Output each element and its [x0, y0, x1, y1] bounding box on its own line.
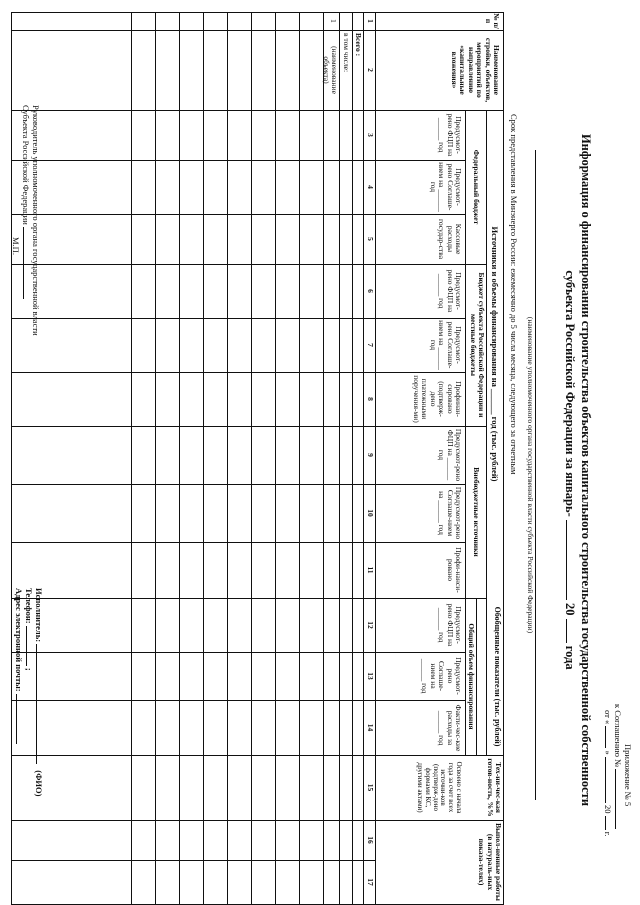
appendix-line1: Приложение № 5	[623, 744, 633, 807]
head-title-line2	[20, 105, 30, 435]
email-line	[14, 588, 24, 888]
appendix-line3	[603, 692, 613, 892]
head-signature-blank	[23, 227, 24, 299]
document-title	[562, 60, 594, 880]
phone-line	[23, 588, 33, 888]
col-number-11: 11	[366, 566, 375, 574]
row-item-number: 1	[329, 19, 338, 23]
appendix-line2	[612, 692, 622, 892]
header-total-financing: Общий объем финансирования	[467, 623, 476, 730]
row-item-name: (наименование объекта)	[321, 46, 339, 94]
appendix-block	[603, 692, 632, 892]
header-col4: Предусмот-рено Соглаше-нием на ______ год	[428, 162, 463, 212]
date-year-suffix: г.	[603, 831, 614, 837]
header-summary-indicators: Обобщенные показатели (тыс. рублей)	[493, 606, 502, 747]
header-col15: Освоено с начала года за счет всех источни-ков (подтверж-дено формами КС, другими актами)	[415, 761, 463, 814]
header-extrabudgetary: Внебюджетные источники	[472, 467, 481, 557]
title-month-blank	[566, 520, 567, 600]
header-regional-budget: Бюджет субъекта Российской Федерации и местные бюджеты	[468, 272, 486, 418]
col-number-14: 14	[366, 723, 375, 732]
head-signature-block	[11, 105, 40, 435]
col-number-12: 12	[366, 621, 375, 629]
header-col9: Предусмот-рено ФЦП на ______ год	[437, 428, 463, 482]
col-number-7: 7	[366, 343, 375, 347]
deadline-text: Срок представления в Минэнерго России: ежемесячно до 5 числа месяца, следующего за отчетным	[509, 114, 519, 475]
header-col10: Предусмот-рено Соглаше-нием на ______ год	[437, 486, 463, 540]
title-line2	[562, 60, 578, 880]
email-blank	[16, 694, 17, 744]
col-number-1: 1	[366, 19, 375, 23]
header-col7: Предусмот-рено Соглаше-нием на ______ год	[428, 320, 463, 370]
executor-name-blank	[36, 644, 37, 764]
header-col14: Факти-чес-кие расходы за ______ год	[437, 704, 463, 752]
year-blank	[605, 816, 606, 830]
organ-name-line	[535, 150, 536, 800]
header-object-name: Наименование стройки, объектов, мероприятий по направлению «капитальные вложения»	[450, 37, 501, 103]
header-col12: Предусмот-рено ФЦП на ______ год	[437, 603, 463, 647]
phone-blank	[26, 626, 27, 666]
executor-label: Исполнитель:	[34, 588, 44, 643]
col-number-10: 10	[366, 509, 375, 517]
date-close-quote: »	[603, 750, 614, 755]
title-line2-a: субъекта Российской Федерации за январь-	[563, 270, 577, 517]
executor-line	[33, 588, 43, 888]
header-financing-sources: Источники и объемы финансирования на ______ год (тыс. рублей)	[490, 226, 500, 482]
month-blank	[605, 757, 606, 803]
col-number-8: 8	[366, 397, 375, 401]
email-label: Адрес электронной почты:	[14, 588, 25, 692]
header-col6: Предусмот-рено ФЦП на ______ год	[437, 269, 463, 313]
title-line1: Информация о финансировании строительства объектов капитального строительства государственной собственности	[579, 133, 593, 807]
title-year-blank	[566, 619, 567, 643]
row-including-label: в том числе:	[342, 33, 351, 73]
header-federal-budget: Федеральный бюджет	[472, 149, 481, 225]
header-completed-works: Выпол-ненные работы (в натураль-ных показа-телях)	[477, 823, 503, 901]
col-number-9: 9	[366, 453, 375, 457]
title-line2-b: 20	[563, 603, 577, 616]
header-col8: Профинан-сировано (подтверж-дено платежными поручения-ми)	[412, 375, 463, 423]
col-number-6: 6	[366, 289, 375, 293]
col-number-2: 2	[366, 68, 375, 72]
header-col3: Предусмот-рено ФЦП на ______ год	[437, 113, 463, 157]
col-number-16: 16	[366, 836, 375, 844]
phone-semicolon: ;	[24, 667, 35, 671]
organ-caption: (наименование уполномоченного органа государственной власти субъекта Российской Федерации)	[526, 316, 535, 634]
header-technical-readiness: Тех-ни-чес-кая готов-ность, %%	[485, 758, 503, 817]
day-blank	[605, 726, 606, 748]
col-number-3: 3	[366, 133, 375, 137]
title-line2-c: года	[563, 645, 577, 670]
executor-block	[14, 588, 43, 888]
col-number-4: 4	[366, 185, 375, 189]
col-number-5: 5	[366, 237, 375, 241]
header-col13: Предусмот-рено Соглаше-нием на ______ год	[420, 657, 463, 695]
head-title-line1: Руководитель уполномоченного органа государственной власти	[31, 105, 41, 336]
phone-label: Телефон:	[24, 588, 35, 624]
executor-fio-caption: (ФИО)	[34, 770, 44, 797]
header-col11: Профи-нанси-ровано	[445, 547, 463, 593]
appendix-agreement-label: к Соглашению №	[613, 704, 624, 768]
stamp-label: М.П.	[11, 237, 22, 255]
header-col5: Кассовые расходы государ-ства	[437, 218, 463, 260]
date-open-quote: от «	[603, 710, 614, 725]
year-prefix: 20	[603, 804, 614, 814]
agreement-number-blank	[615, 769, 616, 829]
row-total-label: Всего :	[354, 33, 363, 57]
col-number-17: 17	[366, 878, 375, 886]
head-title-line2-text: Субъекта Российской Федерации	[21, 105, 32, 225]
col-number-13: 13	[366, 672, 375, 680]
col-number-15: 15	[366, 783, 375, 792]
header-row-number: № п/п	[483, 13, 501, 29]
